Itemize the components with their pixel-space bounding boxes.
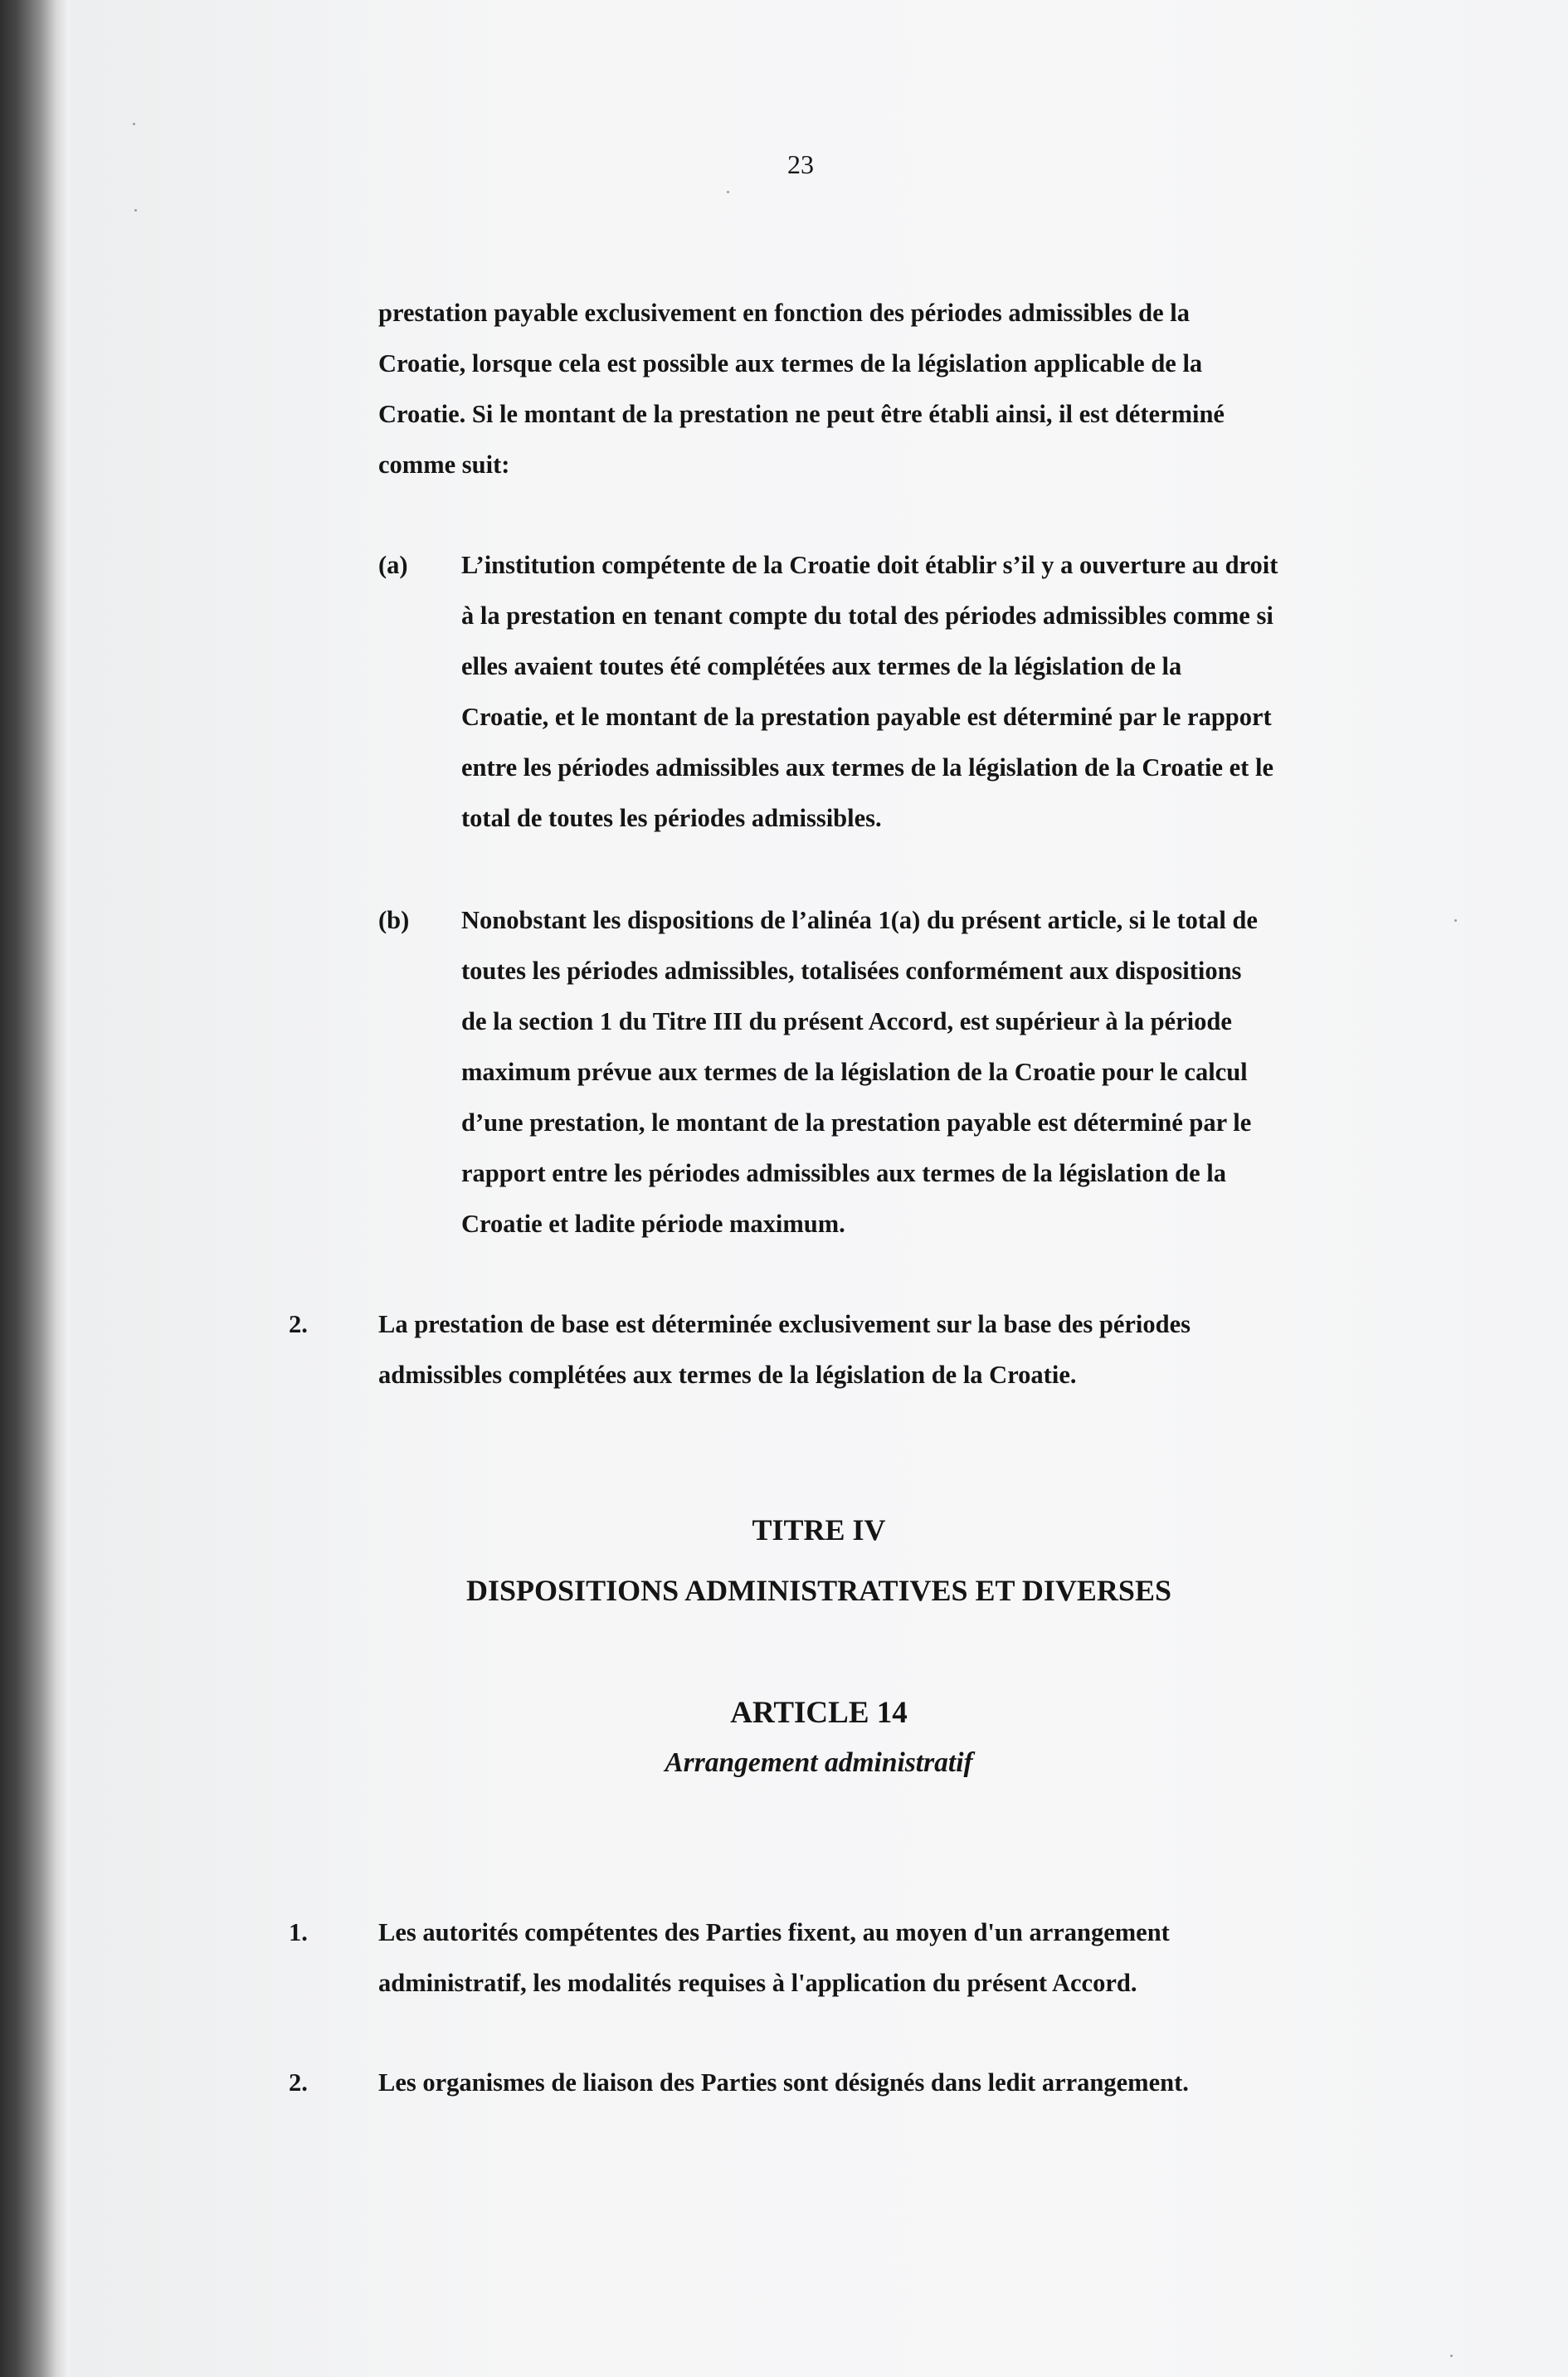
paragraph-number: 2. <box>289 2068 308 2097</box>
item-a-line: L’institution compétente de la Croatie doit établir s’il y a ouverture au droit <box>461 551 1278 579</box>
titre-subtitle: DISPOSITIONS ADMINISTRATIVES ET DIVERSES <box>466 1574 1171 1607</box>
item-b-line: de la section 1 du Titre III du présent Accord, est supérieur à la période <box>461 1007 1232 1035</box>
paragraph-1-arrangement <box>378 1907 1170 2009</box>
scan-speck <box>1454 919 1457 922</box>
scan-speck <box>1450 2355 1453 2357</box>
intro-line: comme suit: <box>378 451 510 479</box>
paragraph-number: 2. <box>289 1310 308 1338</box>
item-a-line: entre les périodes admissibles aux termes de la législation de la Croatie et le <box>461 753 1273 782</box>
page-number: 23 <box>787 149 814 179</box>
intro-paragraph <box>378 288 1225 490</box>
paragraph-2-liaison <box>378 2058 1189 2108</box>
titre-heading: TITRE IV <box>752 1513 886 1547</box>
item-a-line: elles avaient toutes été complétées aux termes de la législation de la <box>461 652 1182 680</box>
paragraph-2-basic-benefit <box>378 1299 1191 1400</box>
item-b-line: Nonobstant les dispositions de l’alinéa 1(a) du présent article, si le total de <box>461 906 1258 934</box>
intro-line: prestation payable exclusivement en fonction des périodes admissibles de la <box>378 299 1190 327</box>
item-b-line: Croatie et ladite période maximum. <box>461 1210 845 1238</box>
intro-line: Croatie. Si le montant de la prestation ne peut être établi ainsi, il est déterminé <box>378 400 1225 428</box>
item-b-label: (b) <box>378 906 410 934</box>
paragraph-line: Les autorités compétentes des Parties fixent, au moyen d'un arrangement <box>378 1918 1170 1946</box>
item-a-line: à la prestation en tenant compte du total des périodes admissibles comme si <box>461 602 1273 630</box>
item-b-paragraph <box>461 895 1258 1249</box>
paragraph-number: 1. <box>289 1918 308 1946</box>
item-b-line: toutes les périodes admissibles, totalisées conformément aux dispositions <box>461 957 1242 985</box>
paragraph-line: La prestation de base est déterminée exclusivement sur la base des périodes <box>378 1310 1191 1338</box>
scan-speck <box>134 209 137 212</box>
item-a-label: (a) <box>378 551 408 579</box>
article-heading: ARTICLE 14 <box>730 1696 908 1730</box>
paragraph-line: Les organismes de liaison des Parties sont désignés dans ledit arrangement. <box>378 2068 1189 2097</box>
scan-speck <box>133 123 135 125</box>
article-title: Arrangement administratif <box>665 1747 973 1778</box>
item-a-line: total de toutes les périodes admissibles. <box>461 804 882 832</box>
paragraph-line: admissibles complétées aux termes de la législation de la Croatie. <box>378 1361 1077 1389</box>
item-b-line: maximum prévue aux termes de la législation de la Croatie pour le calcul <box>461 1058 1248 1086</box>
item-b-line: d’une prestation, le montant de la prestation payable est déterminé par le <box>461 1108 1252 1137</box>
scan-speck <box>727 191 729 193</box>
item-b-line: rapport entre les périodes admissibles aux termes de la législation de la <box>461 1159 1226 1187</box>
item-a-paragraph <box>461 540 1278 844</box>
intro-line: Croatie, lorsque cela est possible aux termes de la législation applicable de la <box>378 349 1203 377</box>
item-a-line: Croatie, et le montant de la prestation payable est déterminé par le rapport <box>461 703 1272 731</box>
paragraph-line: administratif, les modalités requises à l'application du présent Accord. <box>378 1969 1137 1997</box>
scan-binding-edge <box>0 0 70 2377</box>
